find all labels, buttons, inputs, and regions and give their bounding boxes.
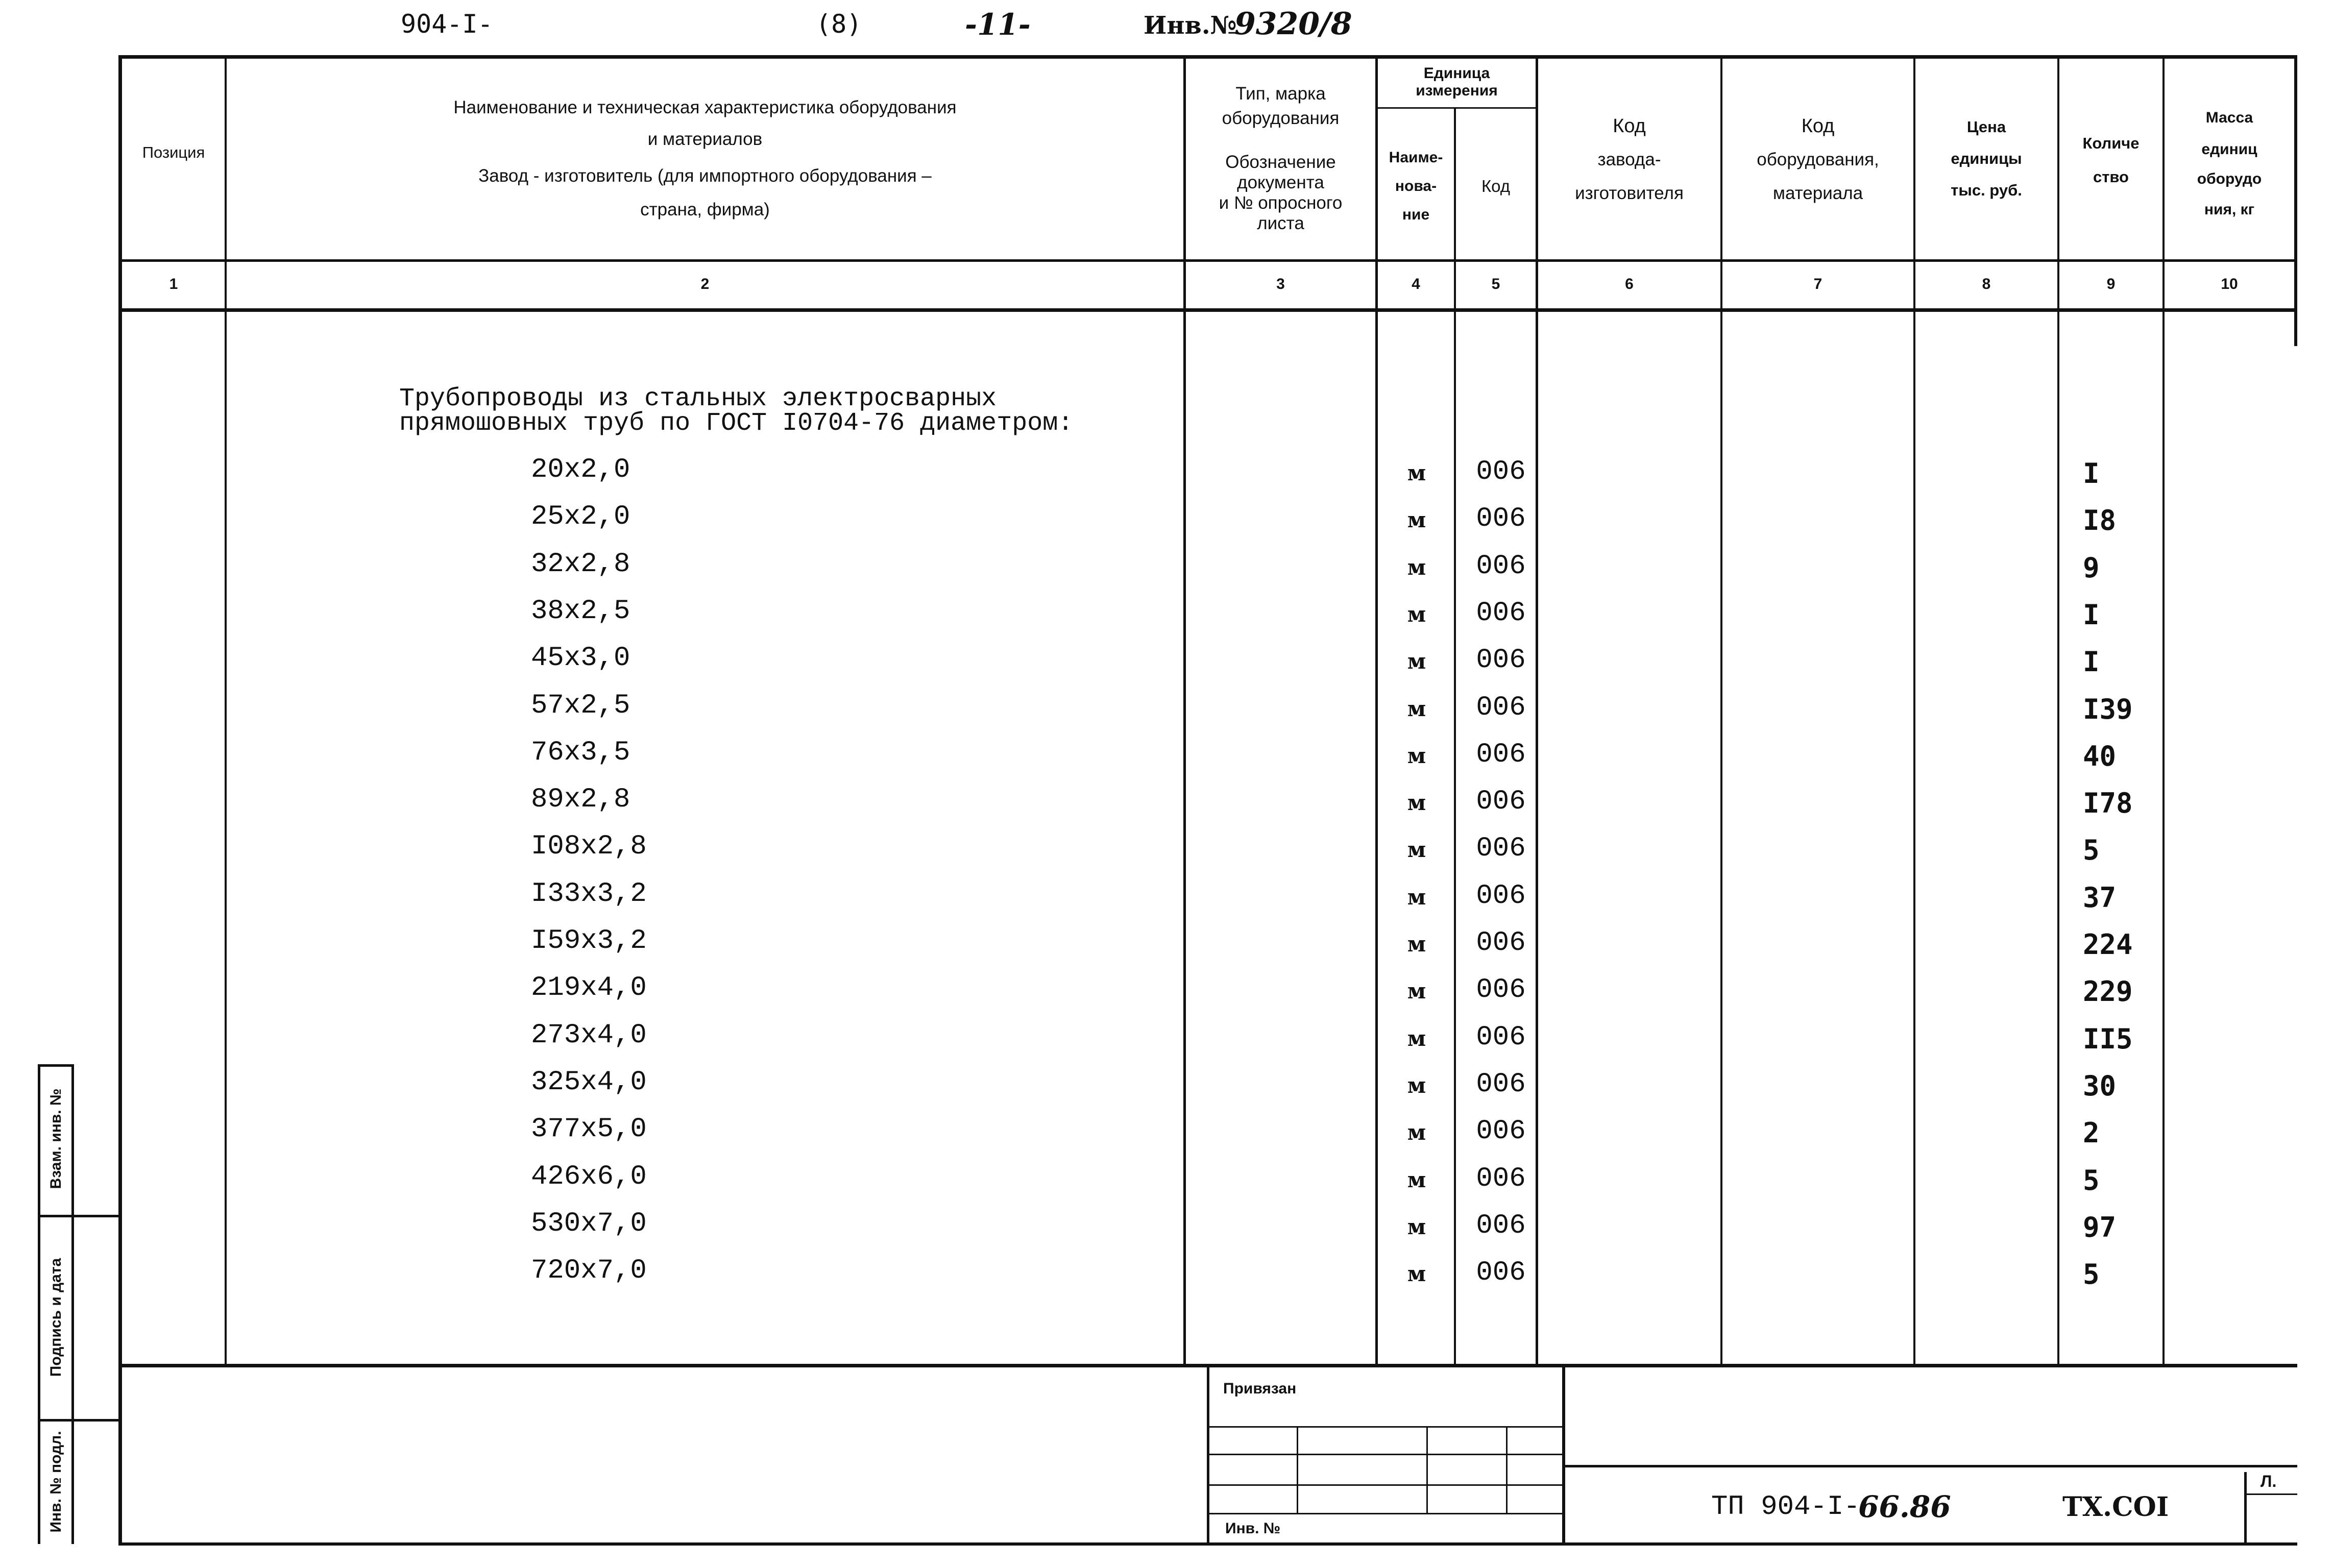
row-unit: м	[1407, 790, 1426, 815]
col-divider-1	[225, 55, 227, 1365]
stamp-line-2	[1207, 1454, 1564, 1455]
row-diameter: 219x4,0	[531, 972, 647, 1003]
col10-header-line3: оборудо	[2197, 170, 2262, 187]
col8-header-line3: тыс. руб.	[1951, 181, 2022, 199]
row-diameter: 25x2,0	[531, 501, 630, 532]
row-unit: м	[1407, 932, 1426, 957]
stamp-privyazan: Привязан	[1223, 1380, 1297, 1397]
col3-header-line5: и № опросного	[1219, 193, 1343, 213]
row-code: 006	[1476, 880, 1526, 912]
col7-header-line1: Код	[1801, 115, 1835, 137]
col-divider-3	[1375, 55, 1378, 1365]
stamp-vline-3	[1506, 1426, 1508, 1513]
title-block-line	[1565, 1465, 2297, 1467]
stamp-line-4	[1207, 1513, 1564, 1514]
col-number-7: 7	[1813, 276, 1822, 292]
sheet-box-line	[2244, 1493, 2297, 1495]
row-quantity: 97	[2083, 1211, 2117, 1243]
row-quantity: I39	[2083, 693, 2133, 725]
col9-header-line2: ство	[2093, 168, 2129, 186]
row-code: 006	[1476, 1163, 1526, 1194]
col-number-2: 2	[700, 276, 710, 292]
row-unit: м	[1407, 602, 1426, 627]
row-diameter: 76x3,5	[531, 737, 630, 768]
doc-prefix: ТП 904-I-	[1711, 1491, 1860, 1523]
row-quantity: I	[2083, 457, 2100, 489]
inv-value-handwritten: 9320/8	[1234, 6, 1352, 42]
stamp-line-3	[1207, 1484, 1564, 1486]
row-code: 006	[1476, 503, 1526, 534]
col8-header-line1: Цена	[1966, 118, 2006, 136]
row-unit: м	[1407, 649, 1426, 674]
inv-label: Инв.№	[1144, 11, 1237, 40]
row-code: 006	[1476, 1257, 1526, 1288]
unit-group-header-line2: измерения	[1416, 82, 1498, 99]
row-diameter: 20x2,0	[531, 454, 630, 485]
row-quantity: 5	[2083, 1164, 2100, 1196]
section-title-line2: прямошовных труб по ГОСТ I0704-76 диаметром:	[399, 409, 1074, 438]
row-code: 006	[1476, 833, 1526, 864]
row-diameter: 426x6,0	[531, 1161, 647, 1192]
row-code: 006	[1476, 692, 1526, 723]
col9-header-line1: Количе	[2082, 134, 2140, 152]
row-quantity: I78	[2083, 787, 2133, 819]
header-divider	[120, 259, 2297, 262]
row-code: 006	[1476, 1022, 1526, 1053]
row-quantity: 30	[2083, 1070, 2117, 1102]
col-divider-7	[1913, 55, 1915, 1365]
col3-header-line4: документа	[1237, 173, 1324, 192]
row-diameter: 720x7,0	[531, 1255, 647, 1286]
sheet-box-left	[2244, 1472, 2247, 1544]
col7-header-line2: оборудования,	[1757, 150, 1879, 169]
col4-header-line2: нова-	[1395, 178, 1437, 194]
row-quantity: II5	[2083, 1023, 2133, 1055]
row-code: 006	[1476, 927, 1526, 959]
col8-header-line2: единицы	[1951, 150, 2022, 167]
col-number-1: 1	[169, 276, 178, 292]
row-unit: м	[1407, 555, 1426, 580]
side-stamp-left	[38, 1064, 40, 1544]
row-unit: м	[1407, 1167, 1426, 1192]
table-top-border	[120, 55, 2297, 59]
col-number-6: 6	[1625, 276, 1634, 292]
row-code: 006	[1476, 1210, 1526, 1241]
stamp-left	[1207, 1366, 1209, 1545]
col3-header-line2: оборудования	[1222, 108, 1340, 128]
row-quantity: 229	[2083, 975, 2133, 1008]
col2-header-line3: Завод - изготовитель (для импортного оборудования –	[478, 166, 932, 186]
col-number-10: 10	[2221, 276, 2238, 292]
row-diameter: 57x2,5	[531, 690, 630, 721]
row-diameter: 325x4,0	[531, 1067, 647, 1098]
row-diameter: I08x2,8	[531, 831, 647, 862]
row-quantity: 2	[2083, 1117, 2100, 1149]
col-number-5: 5	[1491, 276, 1500, 292]
row-quantity: 9	[2083, 552, 2100, 584]
row-unit: м	[1407, 1261, 1426, 1286]
row-quantity: I	[2083, 599, 2100, 631]
col1-header: Позиция	[142, 143, 205, 161]
col5-header: Код	[1481, 177, 1511, 195]
row-code: 006	[1476, 551, 1526, 582]
col-number-8: 8	[1982, 276, 1991, 292]
row-quantity: I	[2083, 646, 2100, 678]
series-number: 904-I-	[401, 9, 493, 39]
side-label-podpis: Подпись и дата	[47, 1258, 64, 1377]
row-diameter: 38x2,5	[531, 596, 630, 627]
row-unit: м	[1407, 1120, 1426, 1145]
col10-header-line4: ния, кг	[2204, 201, 2255, 218]
col4-header-line1: Наиме-	[1389, 149, 1443, 166]
row-unit: м	[1407, 1073, 1426, 1098]
col3-header-line6: листа	[1257, 213, 1304, 233]
row-code: 006	[1476, 598, 1526, 629]
row-code: 006	[1476, 974, 1526, 1006]
frame-right	[2294, 55, 2297, 346]
stamp-line-1	[1207, 1426, 1564, 1428]
row-unit: м	[1407, 837, 1426, 862]
col-number-9: 9	[2106, 276, 2116, 292]
row-unit: м	[1407, 1214, 1426, 1239]
col-number-3: 3	[1276, 276, 1285, 292]
col10-header-line1: Масса	[2205, 109, 2253, 126]
stamp-vline-2	[1426, 1426, 1428, 1513]
stamp-vline-1	[1297, 1426, 1298, 1513]
section-title-line1: Трубопроводы из стальных электросварных	[399, 384, 997, 413]
col-divider-8	[2057, 55, 2059, 1365]
unit-group-header-line1: Единица	[1423, 65, 1490, 82]
row-unit: м	[1407, 885, 1426, 910]
row-diameter: I59x3,2	[531, 925, 647, 957]
row-diameter: 273x4,0	[531, 1020, 647, 1051]
col7-header-line3: материала	[1772, 183, 1863, 203]
unit-group-line	[1377, 107, 1537, 109]
col2-header-line4: страна, фирма)	[640, 200, 770, 219]
row-quantity: 5	[2083, 834, 2100, 866]
side-stamp-mid	[71, 1064, 74, 1544]
row-code: 006	[1476, 456, 1526, 487]
col4-header-line3: ние	[1402, 206, 1430, 223]
sheet-label: Л.	[2261, 1472, 2277, 1490]
frame-left	[118, 55, 122, 1546]
row-code: 006	[1476, 1069, 1526, 1100]
colnum-divider	[120, 308, 2297, 312]
row-code: 006	[1476, 786, 1526, 817]
row-diameter: I33x3,2	[531, 878, 647, 910]
col6-header-line1: Код	[1613, 115, 1646, 137]
side-label-vzam: Взам. инв. №	[47, 1088, 64, 1189]
row-unit: м	[1407, 507, 1426, 532]
row-quantity: 37	[2083, 881, 2117, 914]
col-divider-6	[1720, 55, 1722, 1365]
col6-header-line3: изготовителя	[1575, 183, 1684, 203]
page-number: -11-	[965, 7, 1031, 42]
row-quantity: 40	[2083, 740, 2117, 772]
sheet-paren: (8)	[816, 9, 862, 39]
row-diameter: 377x5,0	[531, 1114, 647, 1145]
col2-header-line1: Наименование и техническая характеристика оборудования	[453, 97, 957, 117]
row-quantity: 224	[2083, 928, 2133, 961]
col-divider-2	[1183, 55, 1186, 1365]
col3-header-line3: Обозначение	[1225, 152, 1336, 172]
row-diameter: 32x2,8	[531, 549, 630, 580]
stamp-right	[1562, 1366, 1565, 1545]
row-quantity: 5	[2083, 1258, 2100, 1290]
doc-handwritten-number: 66.86	[1858, 1489, 1951, 1524]
side-label-inv-podl: Инв. № подл.	[47, 1431, 64, 1533]
row-code: 006	[1476, 739, 1526, 770]
row-unit: м	[1407, 696, 1426, 721]
row-code: 006	[1476, 645, 1526, 676]
row-unit: м	[1407, 978, 1426, 1003]
row-unit: м	[1407, 743, 1426, 768]
row-diameter: 45x3,0	[531, 643, 630, 674]
doc-mark: ТХ.СОI	[2062, 1491, 2169, 1523]
col-number-4: 4	[1412, 276, 1420, 292]
row-code: 006	[1476, 1116, 1526, 1147]
row-unit: м	[1407, 460, 1426, 485]
col6-header-line2: завода-	[1597, 150, 1661, 169]
stamp-inv-no: Инв. №	[1225, 1520, 1281, 1537]
row-diameter: 89x2,8	[531, 784, 630, 815]
col3-header-line1: Тип, марка	[1235, 84, 1326, 104]
row-diameter: 530x7,0	[531, 1208, 647, 1239]
row-unit: м	[1407, 1026, 1426, 1051]
col10-header-line2: единиц	[2201, 141, 2257, 158]
col2-header-line2: и материалов	[647, 129, 763, 149]
row-quantity: I8	[2083, 504, 2117, 536]
